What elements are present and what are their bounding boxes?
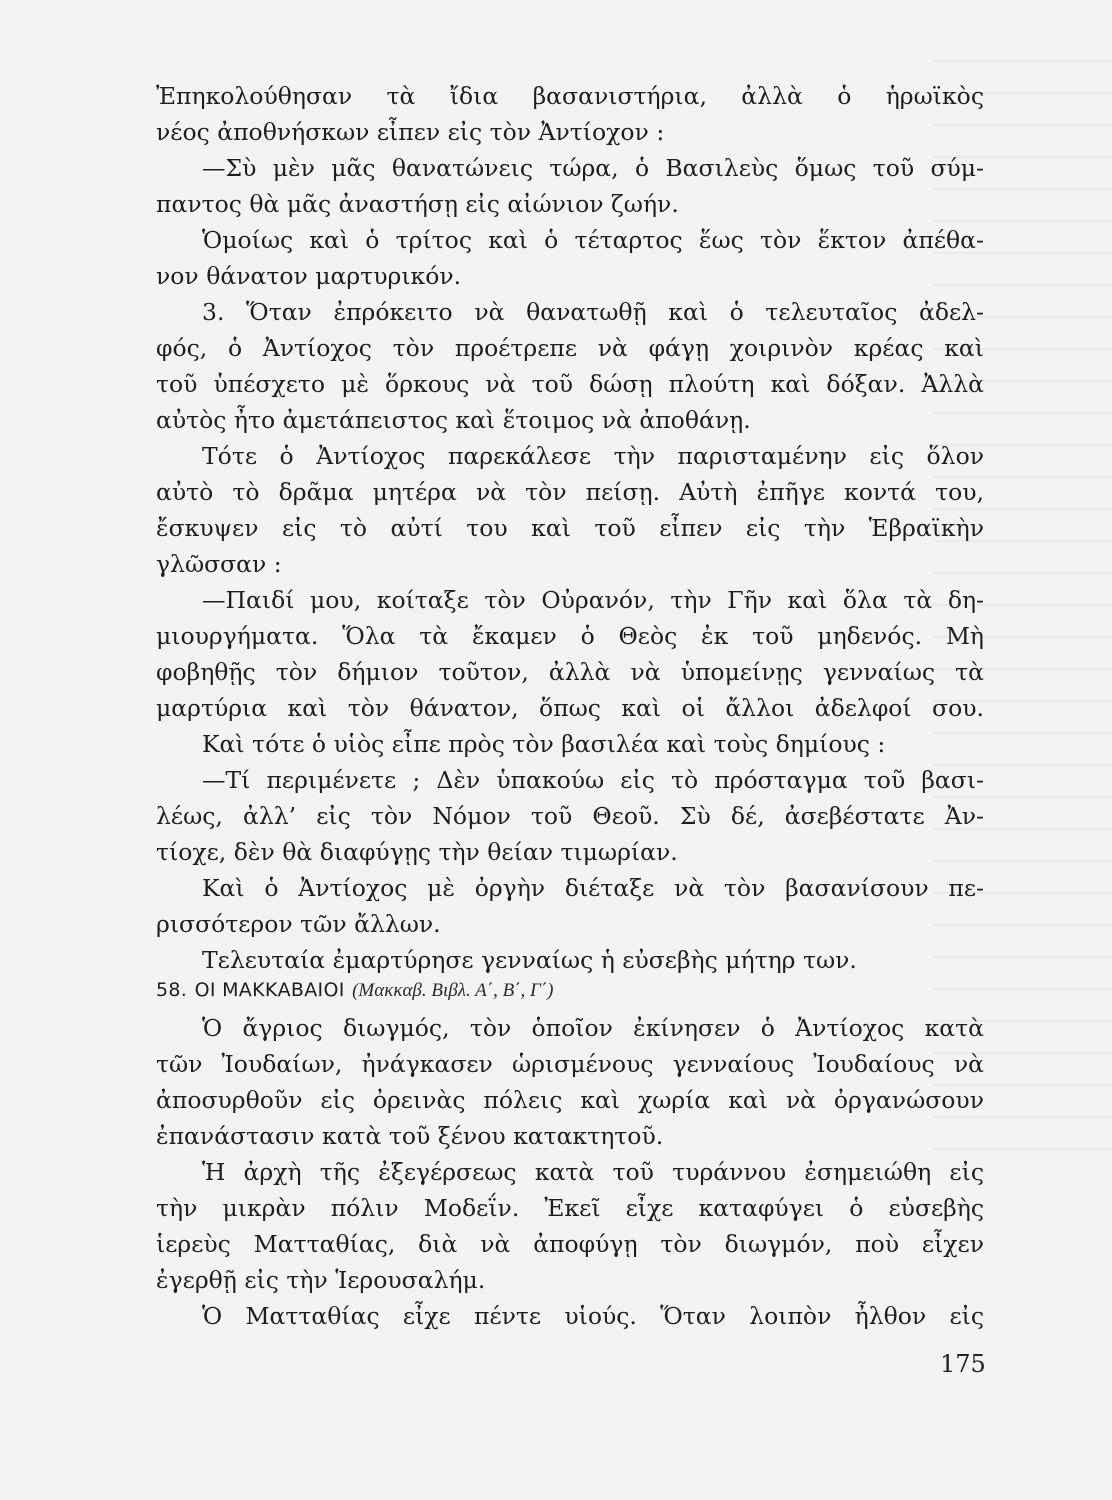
text-line: —Παιδί μου, κοίταξε τὸν Οὐρανόν, τὴν Γῆν καὶ ὅλα τὰ δη-	[202, 586, 984, 614]
text-line: Ἐπηκολούθησαν τὰ ἴδια βασανιστήρια, ἀλλὰ ὁ ἡρωϊκὸς	[156, 82, 984, 110]
text-line: φός, ὁ Ἀντίοχος τὸν προέτρεπε νὰ φάγῃ χοιρινὸν κρέας καὶ	[156, 334, 984, 362]
text-line: Ὁ Ματταθίας εἶχε πέντε υἱούς. Ὅταν λοιπὸν ἦλθον εἰς	[202, 1302, 984, 1330]
text-line: νέος ἀποθνήσκων εἶπεν εἰς τὸν Ἀντίοχον :	[156, 118, 665, 146]
text-line: τοῦ ὑπέσχετο μὲ ὅρκους νὰ τοῦ δώσῃ πλούτη καὶ δόξαν. Ἀλλὰ	[156, 370, 984, 398]
text-line: ἀποσυρθοῦν εἰς ὀρεινὰς πόλεις καὶ χωρία καὶ νὰ ὀργανώσουν	[156, 1086, 984, 1114]
text-line: ρισσότερον τῶν ἄλλων.	[156, 910, 441, 938]
text-line: τὴν μικρὰν πόλιν Μοδεΐν. Ἐκεῖ εἶχε καταφύγει ὁ εὐσεβὴς	[156, 1194, 984, 1222]
text-line: αὐτὸς ἦτο ἀμετάπειστος καὶ ἕτοιμος νὰ ἀποθάνῃ.	[156, 406, 751, 434]
text-line: τίοχε, δὲν θὰ διαφύγῃς τὴν θείαν τιμωρίαν.	[156, 838, 678, 866]
text-line: ἔσκυψεν εἰς τὸ αὐτί του καὶ τοῦ εἶπεν εἰς τὴν Ἑβραϊκὴν	[156, 514, 984, 542]
text-line: Τελευταία ἐμαρτύρησε γενναίως ἡ εὐσεβὴς μήτηρ των.	[202, 946, 857, 974]
text-line: παντος θὰ μᾶς ἀναστήσῃ εἰς αἰώνιον ζωήν.	[156, 190, 679, 218]
text-line: φοβηθῇς τὸν δήμιον τοῦτον, ἀλλὰ νὰ ὑπομείνῃς γενναίως τὰ	[156, 658, 984, 686]
page-number: 175	[940, 1350, 986, 1378]
section-reference: (Μακκαβ. Βιβλ. Α΄, Β΄, Γ΄)	[352, 980, 554, 1001]
text-line: ἱερεὺς Ματταθίας, διὰ νὰ ἀποφύγῃ τὸν διωγμόν, ποὺ εἶχεν	[156, 1230, 984, 1258]
section-title: ΟΙ ΜΑΚΚΑΒΑΙΟΙ	[194, 979, 345, 1001]
text-line: ἐπανάστασιν κατὰ τοῦ ξένου κατακτητοῦ.	[156, 1122, 664, 1150]
text-line: τῶν Ἰουδαίων, ἠνάγκασεν ὡρισμένους γενναίους Ἰουδαίους νὰ	[156, 1050, 984, 1078]
text-line: μιουργήματα. Ὅλα τὰ ἔκαμεν ὁ Θεὸς ἐκ τοῦ μηδενός. Μὴ	[156, 622, 984, 650]
text-line: λέως, ἀλλ’ εἰς τὸν Νόμον τοῦ Θεοῦ. Σὺ δέ, ἀσεβέστατε Ἀν-	[156, 802, 984, 830]
text-line: —Σὺ μὲν μᾶς θανατώνεις τώρα, ὁ Βασιλεὺς ὅμως τοῦ σύμ-	[202, 154, 984, 182]
text-line: Ἡ ἀρχὴ τῆς ἐξεγέρσεως κατὰ τοῦ τυράννου ἐσημειώθη εἰς	[202, 1158, 984, 1186]
text-line: Καὶ τότε ὁ υἱὸς εἶπε πρὸς τὸν βασιλέα καὶ τοὺς δημίους :	[202, 730, 886, 758]
text-line: Ὁ ἄγριος διωγμός, τὸν ὁποῖον ἐκίνησεν ὁ Ἀντίοχος κατὰ	[202, 1014, 984, 1042]
section-number: 58.	[156, 979, 188, 1001]
heading-line	[156, 972, 553, 1004]
text-line: 3. Ὅταν ἐπρόκειτο νὰ θανατωθῇ καὶ ὁ τελευταῖος ἀδελ-	[202, 298, 984, 326]
text-line: —Τί περιμένετε ; Δὲν ὑπακούω εἰς τὸ πρόσταγμα τοῦ βασι-	[202, 766, 984, 794]
text-line: αὐτὸ τὸ δρᾶμα μητέρα νὰ τὸν πείσῃ. Αὐτὴ ἐπῆγε κοντά του,	[156, 478, 984, 506]
text-line: ἐγερθῇ εἰς τὴν Ἱερουσαλήμ.	[156, 1266, 486, 1294]
text-line: Ὁμοίως καὶ ὁ τρίτος καὶ ὁ τέταρτος ἕως τὸν ἕκτον ἀπέθα-	[202, 226, 984, 254]
text-line: Τότε ὁ Ἀντίοχος παρεκάλεσε τὴν παρισταμένην εἰς ὅλον	[202, 442, 984, 470]
text-line: Καὶ ὁ Ἀντίοχος μὲ ὀργὴν διέταξε νὰ τὸν βασανίσουν πε-	[202, 874, 984, 902]
text-line: νον θάνατον μαρτυρικόν.	[156, 262, 462, 290]
text-line: γλῶσσαν :	[156, 550, 282, 578]
text-line: μαρτύρια καὶ τὸν θάνατον, ὅπως καὶ οἱ ἄλλοι ἀδελφοί σου.	[156, 694, 984, 722]
